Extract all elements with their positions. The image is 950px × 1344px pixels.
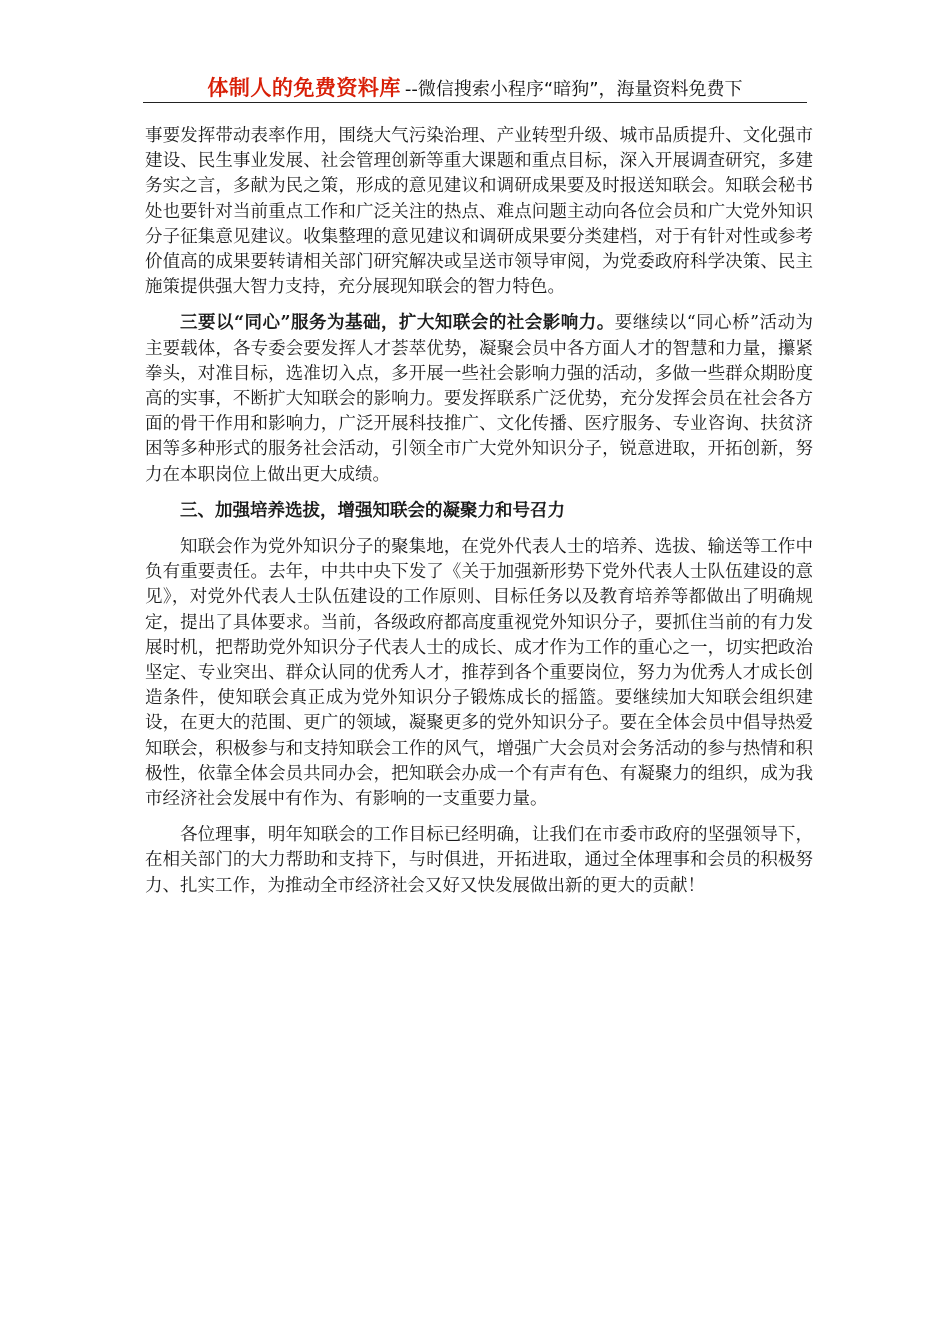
section-heading-three: 三、加强培养选拔，增强知联会的凝聚力和号召力 (180, 500, 565, 521)
header-brand: 体制人的免费资料库 (207, 76, 401, 100)
document-body (145, 124, 813, 910)
paragraph-service-lead: 三要以“同心”服务为基础，扩大知联会的社会影响力。 (180, 313, 615, 334)
paragraph-training: 知联会作为党外知识分子的聚集地，在党外代表人士的培养、选拔、输送等工作中负有重要责任。去年，中共中央下发了《关于加强新形势下党外代表人士队伍建设的意见》，对党外代表人士队伍建设的工作原则、目标任务以及教育培养等都做出了明确规定，提出了具体要求。当前，各级政府都高度重视党外知识分子，要抓住当前的有力发展时机，把帮助党外知识分子代表人士的成长、成才作为工作的重心之一，切实把政治坚定、专业突出、群众认同的优秀人才，推荐到各个重要岗位，努力为优秀人才成长创造条件，使知联会真正成为党外知识分子锻炼成长的摇篮。要继续加大知联会组织建设，在更大的范围、更广的领域，凝聚更多的党外知识分子。要在全体会员中倡导热爱知联会，积极参与和支持知联会工作的风气，增强广大会员对会务活动的参与热情和积极性，依靠全体会员共同办会，把知联会办成一个有声有色、有凝聚力的组织，成为我市经济社会发展中有作为、有影响的一支重要力量。 (145, 537, 813, 810)
header-tagline: --微信搜索小程序“暗狗”，海量资料免费下 (404, 79, 743, 100)
paragraph-continued: 事要发挥带动表率作用，围绕大气污染治理、产业转型升级、城市品质提升、文化强市建设、民生事业发展、社会管理创新等重大课题和重点目标，深入开展调查研究，多建务实之言，多献为民之策，形成的意见建议和调研成果要及时报送知联会。知联会秘书处也要针对当前重点工作和广泛关注的热点、难点问题主动向各位会员和广大党外知识分子征集意见建议。收集整理的意见建议和调研成果要分类建档，对于有针对性或参考价值高的成果要转请相关部门研究解决或呈送市领导审阅，为党委政府科学决策、民主施策提供强大智力支持，充分展现知联会的智力特色。 (145, 126, 813, 298)
page-header (143, 72, 807, 103)
paragraph-service-body: 要继续以“同心桥”活动为主要载体，各专委会要发挥人才荟萃优势，凝聚会员中各方面人才的智慧和力量，攥紧拳头，对准目标，选准切入点，多开展一些社会影响力强的活动，多做一些群众期盼度高的实事，不断扩大知联会的影响力。要发挥联系广泛优势，充分发挥会员在社会各方面的骨干作用和影响力，广泛开展科技推广、文化传播、医疗服务、专业咨询、扶贫济困等多种形式的服务社会活动，引领全市广大党外知识分子，锐意进取，开拓创新，努力在本职岗位上做出更大成绩。 (145, 313, 813, 485)
paragraph-closing: 各位理事，明年知联会的工作目标已经明确，让我们在市委市政府的坚强领导下，在相关部门的大力帮助和支持下，与时俱进，开拓进取，通过全体理事和会员的积极努力、扎实工作，为推动全市经济社会又好又快发展做出新的更大的贡献！ (145, 825, 813, 896)
paragraph-service (145, 311, 813, 487)
